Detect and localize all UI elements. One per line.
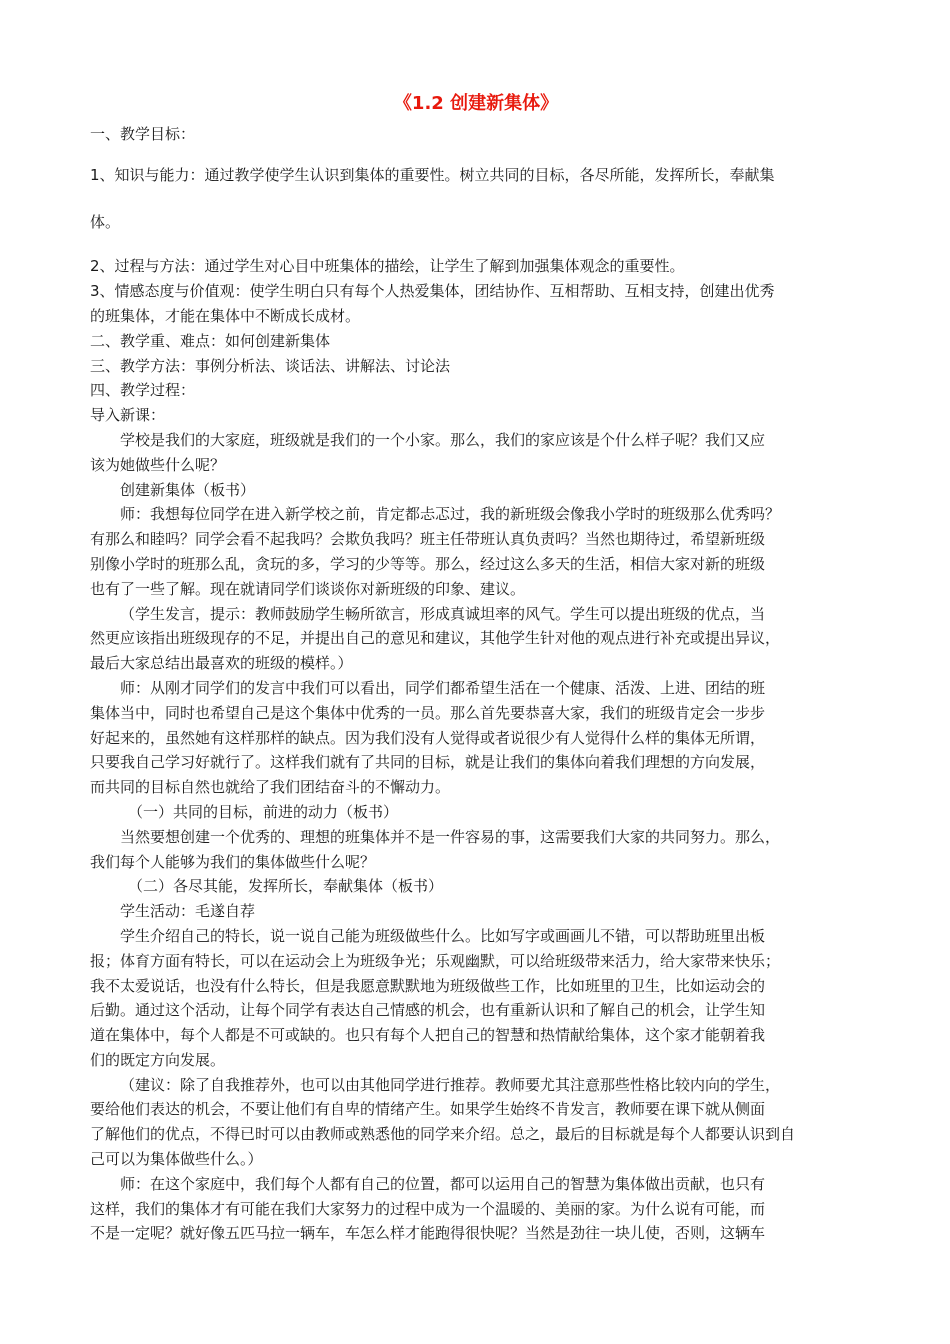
section-heading: 二、教学重、难点：如何创建新集体 (90, 331, 331, 350)
paragraph-line: 有那么和睦吗？同学会看不起我吗？会欺负我吗？班主任带班认真负责吗？当然也期待过，希望新班级 (90, 530, 766, 549)
section-heading: 四、教学过程： (90, 381, 196, 400)
paragraph-line: （建议：除了自我推荐外，也可以由其他同学进行推荐。教师要尤其注意那些性格比较内向的学生， (120, 1075, 781, 1094)
paragraph-line: 这样，我们的集体才有可能在我们大家努力的过程中成为一个温暖的、美丽的家。为什么说有可能，而 (90, 1199, 766, 1218)
board-note: （二）各尽其能，发挥所长，奉献集体（板书） (128, 877, 444, 896)
section-heading: 一、教学目标： (90, 125, 196, 143)
paragraph-line: 当然要想创建一个优秀的、理想的班集体并不是一件容易的事，这需要我们大家的共同努力。那么， (120, 827, 781, 846)
paragraph-line: 了解他们的优点，不得已时可以由教师或熟悉他的同学来介绍。总之，最后的目标就是每个人都要认识到自 (90, 1125, 796, 1144)
paragraph-line: 而共同的目标自然也就给了我们团结奋斗的不懈动力。 (90, 778, 451, 797)
paragraph-line: 师：在这个家庭中，我们每个人都有自己的位置，都可以运用自己的智慧为集体做出贡献，也只有 (120, 1174, 766, 1193)
board-note: 创建新集体（板书） (120, 480, 256, 499)
paragraph-line: （学生发言，提示：教师鼓励学生畅所欲言，形成真诚坦率的风气。学生可以提出班级的优点，当 (120, 604, 766, 623)
paragraph-line: 道在集体中，每个人都是不可或缺的。也只有每个人把自己的智慧和热情献给集体，这个家才能朝着我 (90, 1026, 766, 1045)
paragraph-line: 我不太爱说话，也没有什么特长，但是我愿意默默地为班级做些工作，比如班里的卫生，比如运动会的 (90, 976, 766, 995)
paragraph-line: 要给他们表达的机会，不要让他们有自卑的情绪产生。如果学生始终不肯发言，教师要在课下就从侧面 (90, 1100, 766, 1119)
paragraph-line: 然更应该指出班级现存的不足，并提出自己的意见和建议，其他学生针对他的观点进行补充或提出异议， (90, 629, 781, 648)
paragraph-line: 己可以为集体做些什么。） (90, 1150, 263, 1169)
section-heading: 三、教学方法：事例分析法、谈话法、讲解法、讨论法 (90, 356, 451, 375)
paragraph-line: 3、情感态度与价值观：使学生明白只有每个人热爱集体，团结协作、互相帮助、互相支持，创建出优秀 (90, 282, 775, 301)
board-note: （一）共同的目标，前进的动力（板书） (128, 802, 399, 821)
paragraph-line: 别像小学时的班那么乱，贪玩的多，学习的少等等。那么，经过这么多天的生活，相信大家对新的班级 (90, 554, 766, 573)
paragraph-line: 也有了一些了解。现在就请同学们谈谈你对新班级的印象、建议。 (90, 579, 526, 598)
paragraph-line: 我们每个人能够为我们的集体做些什么呢？ (90, 852, 376, 871)
paragraph-line: 集体当中，同时也希望自己是这个集体中优秀的一员。那么首先要恭喜大家，我们的班级肯定会一步步 (90, 703, 766, 722)
paragraph-line: 最后大家总结出最喜欢的班级的模样。） (90, 654, 353, 673)
paragraph-line: 体。 (90, 212, 121, 231)
paragraph-line: 报；体育方面有特长，可以在运动会上为班级争光；乐观幽默，可以给班级带来活力，给大家带来快乐； (90, 951, 781, 970)
paragraph-line: 只要我自己学习好就行了。这样我们就有了共同的目标，就是让我们的集体向着我们理想的方向发展， (90, 753, 766, 772)
paragraph-line: 不是一定呢？就好像五匹马拉一辆车，车怎么样才能跑得很快呢？当然是劲往一块儿使，否则，这辆车 (90, 1224, 766, 1243)
paragraph-line: 好起来的，虽然她有这样那样的缺点。因为我们没有人觉得或者说很少有人觉得什么样的集体无所谓， (90, 728, 766, 747)
activity-heading: 学生活动：毛遂自荐 (120, 902, 256, 921)
document-title: 《1.2 创建新集体》 (393, 93, 559, 114)
subsection-heading: 导入新课： (90, 406, 166, 425)
paragraph-line: 学生介绍自己的特长，说一说自己能为班级做些什么。比如写字或画画儿不错，可以帮助班里出板 (120, 926, 766, 945)
paragraph-line: 学校是我们的大家庭，班级就是我们的一个小家。那么，我们的家应该是个什么样子呢？我们又应 (120, 430, 766, 449)
paragraph-line: 2、过程与方法：通过学生对心目中班集体的描绘，让学生了解到加强集体观念的重要性。 (90, 257, 685, 276)
paragraph-line: 1、知识与能力：通过教学使学生认识到集体的重要性。树立共同的目标，各尽所能，发挥所长，奉献集 (90, 165, 775, 184)
paragraph-line: 后勤。通过这个活动，让每个同学有表达自己情感的机会，也有重新认识和了解自己的机会，让学生知 (90, 1001, 766, 1020)
paragraph-line: 们的既定方向发展。 (90, 1050, 226, 1069)
paragraph-line: 该为她做些什么呢？ (90, 455, 226, 474)
paragraph-line: 师：我想每位同学在进入新学校之前，肯定都忐忑过，我的新班级会像我小学时的班级那么优秀吗？ (120, 505, 781, 524)
document-page (90, 92, 862, 1246)
paragraph-line: 师：从刚才同学们的发言中我们可以看出，同学们都希望生活在一个健康、活泼、上进、团结的班 (120, 678, 766, 697)
paragraph-line: 的班集体，才能在集体中不断成长成材。 (90, 306, 361, 325)
